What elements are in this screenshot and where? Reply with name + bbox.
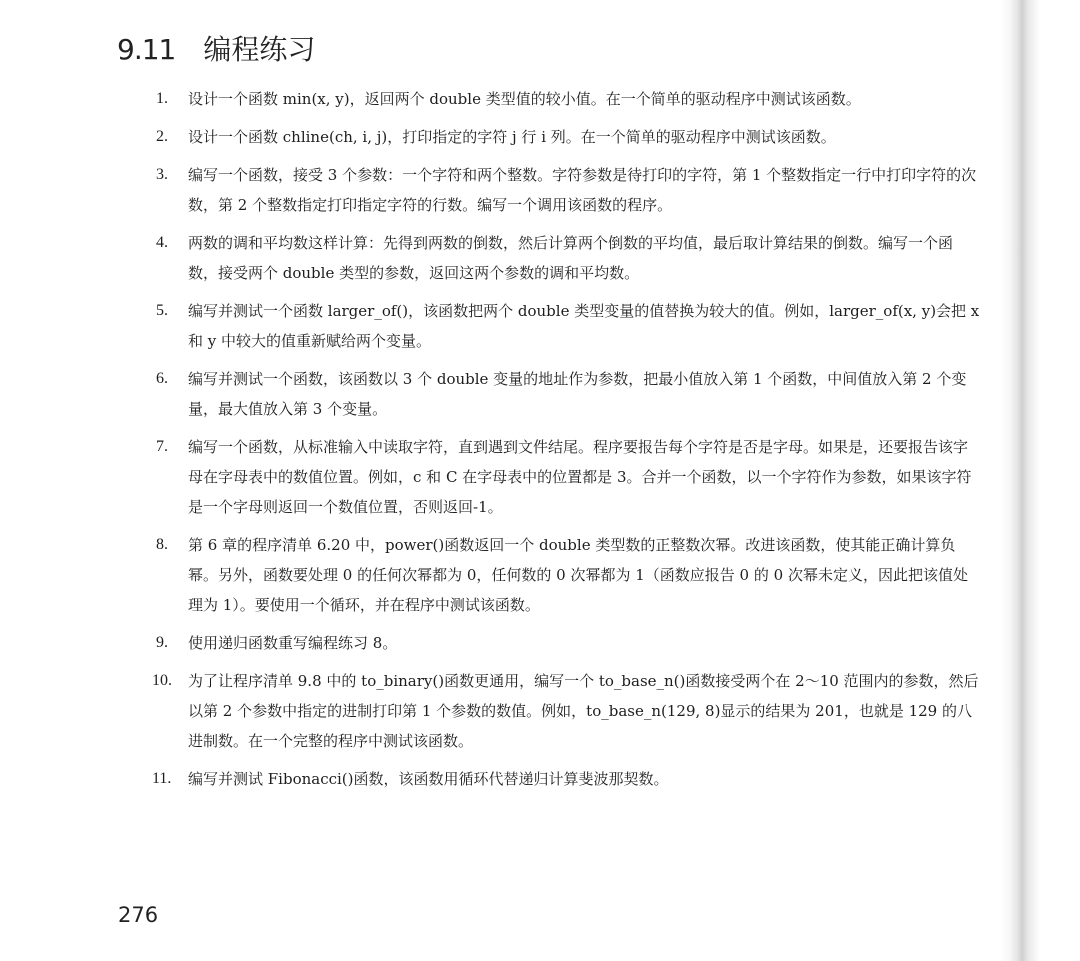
section-number: 9.11	[117, 33, 176, 66]
exercise-item	[152, 432, 982, 522]
exercise-text: 使用递归函数重写编程练习 8。	[188, 634, 398, 652]
exercise-item	[152, 530, 982, 620]
exercise-item	[152, 296, 982, 356]
exercise-number: 8.	[156, 536, 168, 553]
exercise-text: 为了让程序清单 9.8 中的 to_binary()函数更通用，编写一个 to_base_n()函数接受两个在 2～10 范围内的参数，然后以第 2 个参数中指定的进制打印第 1 个参数的数值。例如，to_base_n(129, 8)显示的结果为 201，也就是 129 的八进制数。在一个完整的程序中测试该函数。	[188, 672, 979, 750]
exercise-number: 4.	[156, 234, 168, 251]
exercise-text: 编写一个函数，从标准输入中读取字符，直到遇到文件结尾。程序要报告每个字符是否是字母。如果是，还要报告该字母在字母表中的数值位置。例如，c 和 C 在字母表中的位置都是 3。合并一个函数，以一个字符作为参数，如果该字符是一个字母则返回一个数值位置，否则返回-1。	[188, 438, 972, 516]
exercise-text: 第 6 章的程序清单 6.20 中，power()函数返回一个 double 类型数的正整数次幂。改进该函数，使其能正确计算负幂。另外，函数要处理 0 的任何次幂都为 0，任何数的 0 次幂都为 1（函数应报告 0 的 0 次幂未定义，因此把该值处理为 1）。要使用一个循环，并在程序中测试该函数。	[188, 536, 968, 614]
exercise-number: 11.	[152, 770, 172, 787]
section-title: 编程练习	[203, 33, 316, 66]
exercise-text: 两数的调和平均数这样计算：先得到两数的倒数，然后计算两个倒数的平均值，最后取计算结果的倒数。编写一个函数，接受两个 double 类型的参数，返回这两个参数的调和平均数。	[188, 234, 954, 282]
exercise-number: 6.	[156, 370, 168, 387]
exercise-text: 设计一个函数 min(x, y)，返回两个 double 类型值的较小值。在一个简单的驱动程序中测试该函数。	[188, 90, 861, 108]
exercise-item	[152, 228, 982, 288]
exercise-text: 设计一个函数 chline(ch, i, j)，打印指定的字符 j 行 i 列。在一个简单的驱动程序中测试该函数。	[188, 128, 836, 146]
exercise-item	[152, 122, 982, 152]
exercise-item	[152, 666, 982, 756]
exercise-number: 5.	[156, 302, 168, 319]
exercise-number: 7.	[156, 438, 168, 455]
exercise-item	[152, 628, 982, 658]
section-heading	[117, 28, 315, 68]
exercise-item	[152, 764, 982, 794]
exercise-number: 2.	[156, 128, 168, 145]
exercise-text: 编写一个函数，接受 3 个参数：一个字符和两个整数。字符参数是待打印的字符，第 1 个整数指定一行中打印字符的次数，第 2 个整数指定打印指定字符的行数。编写一个调用该函数的程序。	[188, 166, 977, 214]
page-binding-edge	[1000, 0, 1080, 961]
exercise-item	[152, 160, 982, 220]
exercise-number: 10.	[152, 672, 172, 689]
exercise-number: 3.	[156, 166, 168, 183]
exercise-text: 编写并测试 Fibonacci()函数，该函数用循环代替递归计算斐波那契数。	[188, 770, 669, 788]
exercise-item	[152, 364, 982, 424]
exercise-number: 1.	[156, 90, 168, 107]
exercise-item	[152, 84, 982, 114]
exercise-text: 编写并测试一个函数 larger_of()，该函数把两个 double 类型变量的值替换为较大的值。例如，larger_of(x, y)会把 x 和 y 中较大的值重新赋给两个变量。	[188, 302, 980, 350]
exercise-text: 编写并测试一个函数，该函数以 3 个 double 变量的地址作为参数，把最小值放入第 1 个函数，中间值放入第 2 个变量，最大值放入第 3 个变量。	[188, 370, 967, 418]
page-number: 276	[118, 903, 159, 927]
exercise-number: 9.	[156, 634, 168, 651]
exercise-list	[152, 84, 982, 802]
